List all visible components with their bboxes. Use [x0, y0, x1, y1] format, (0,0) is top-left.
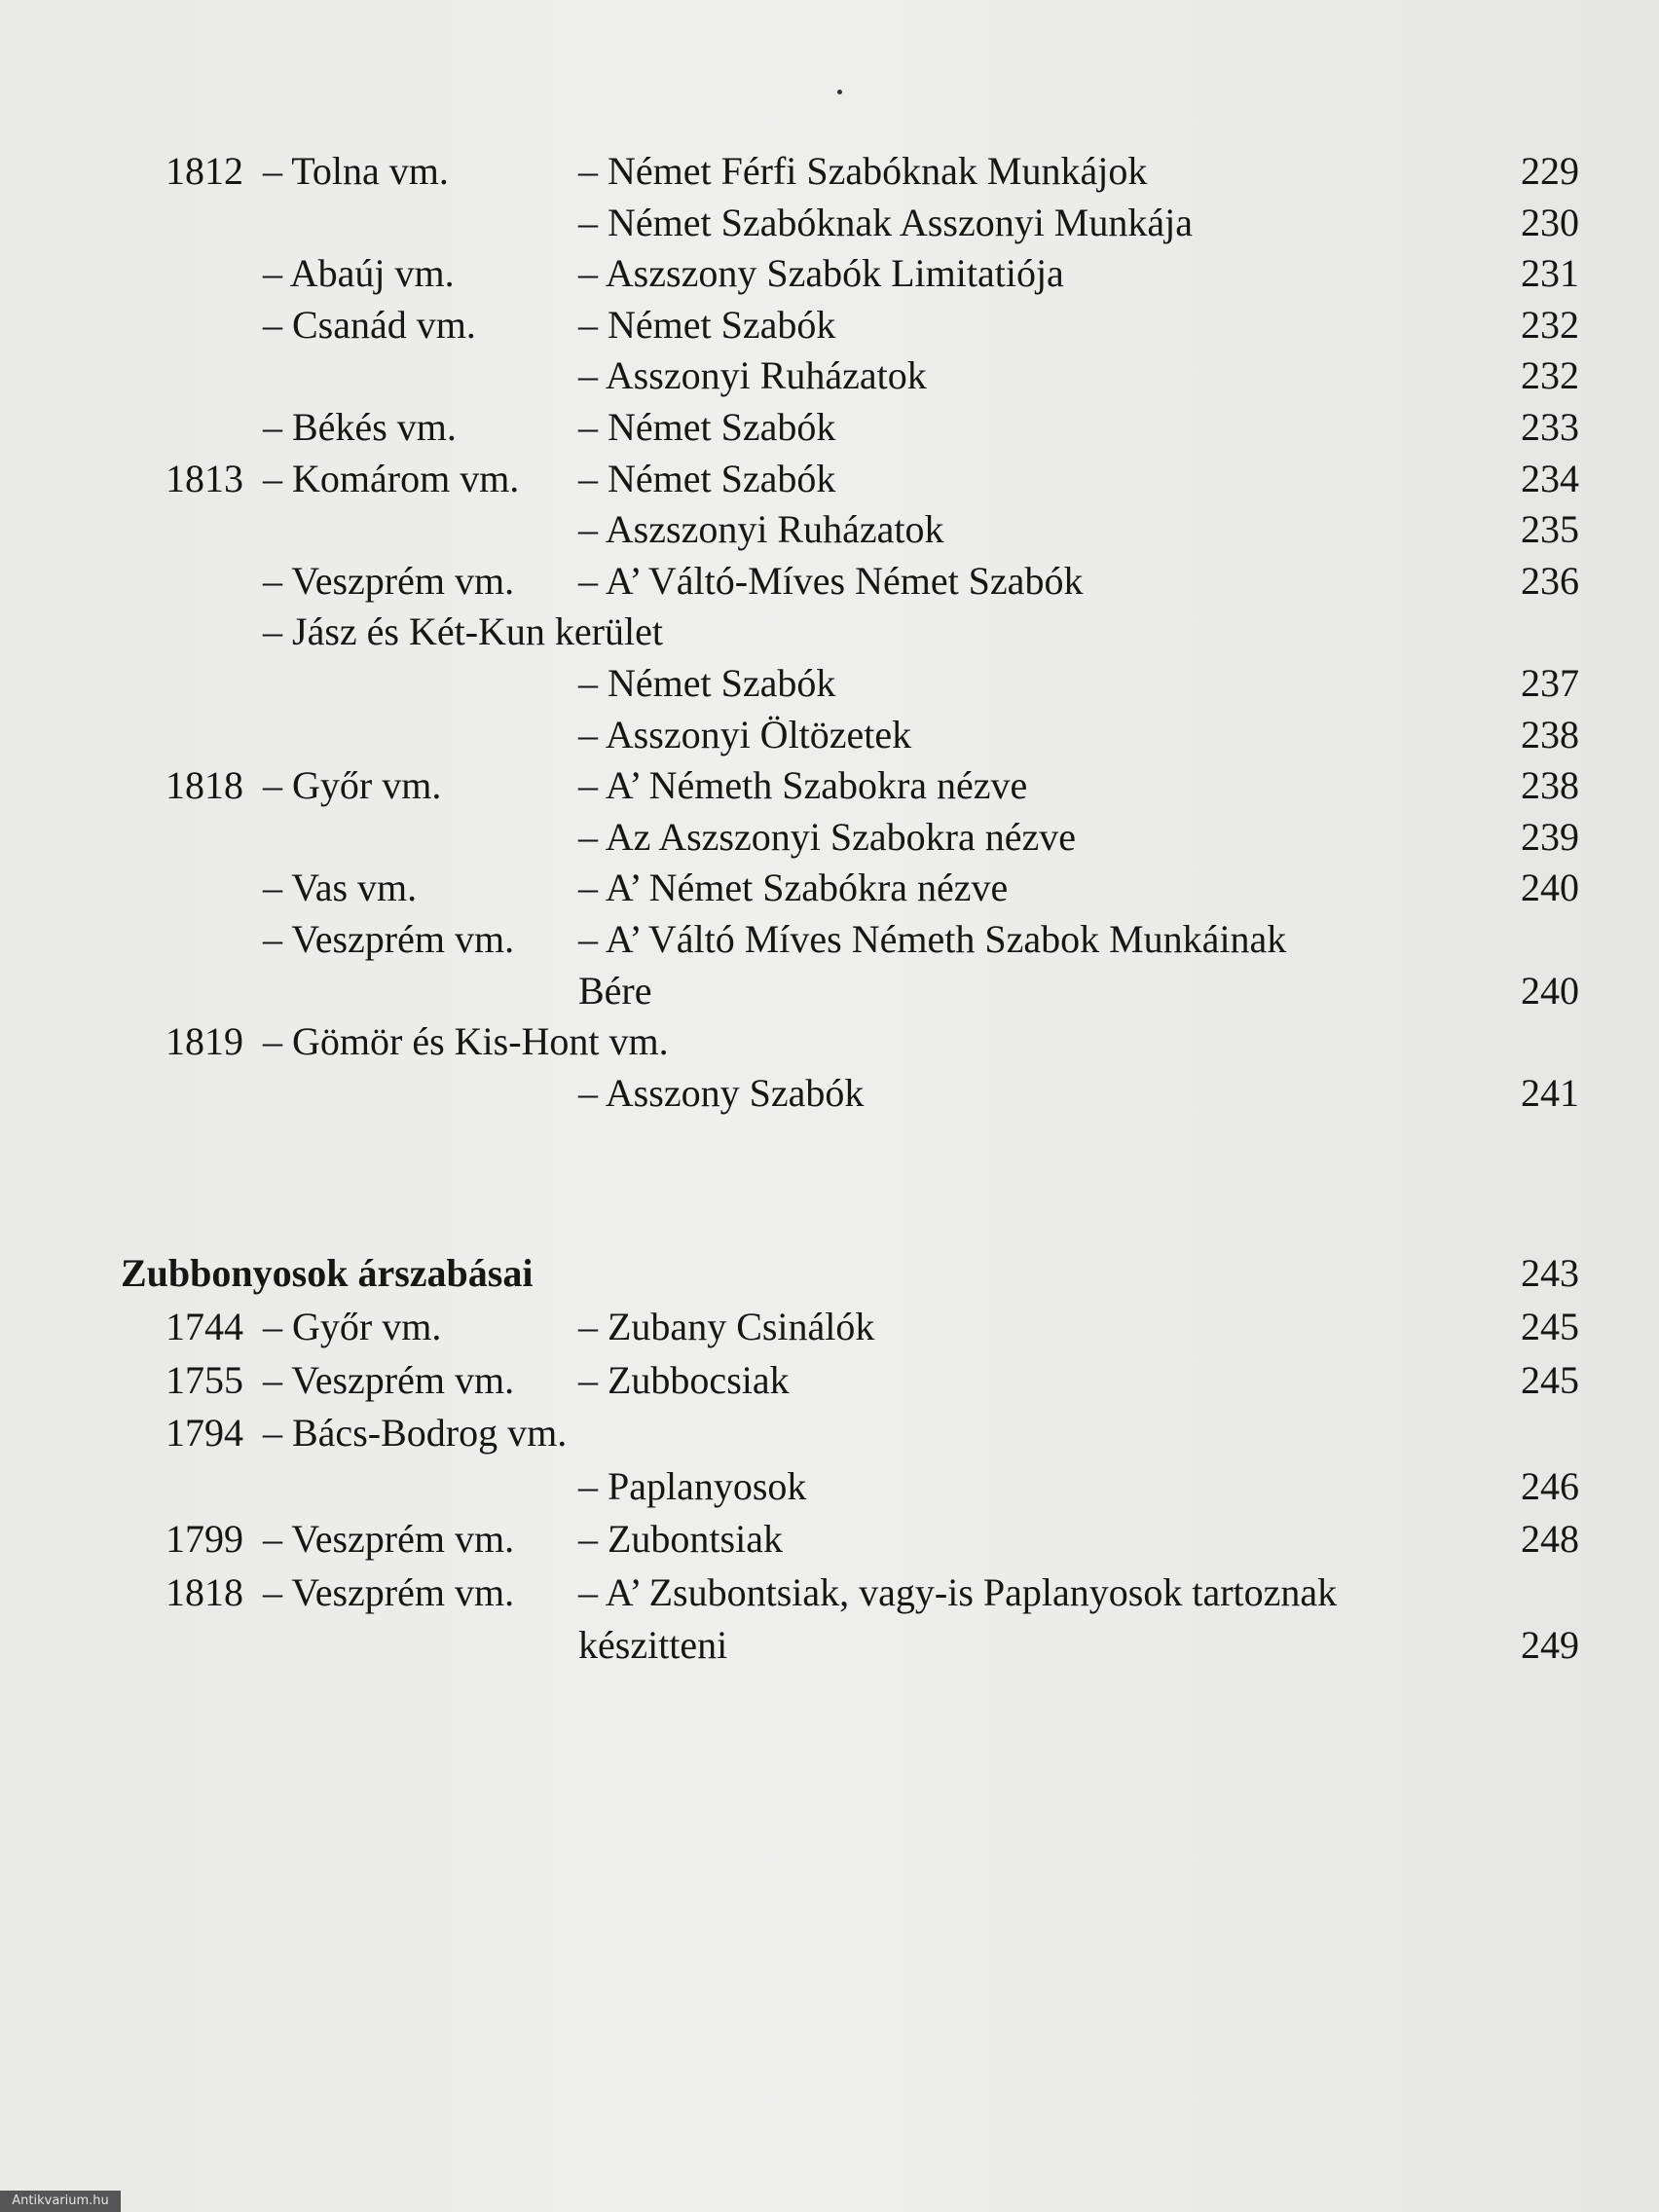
- entry-page: 249: [1521, 1623, 1579, 1667]
- entry-page: 234: [1521, 456, 1579, 500]
- entry-year: 1819: [166, 1019, 243, 1064]
- entry-title-text: – Német Szabóknak Asszonyi Munkája: [578, 200, 1193, 244]
- entry-page: 231: [1521, 251, 1579, 296]
- entry-title-text: – Aszszony Szabók Limitatiója: [578, 251, 1064, 296]
- entry-title-text: – Német Szabók: [578, 661, 836, 705]
- section-heading: [0, 1248, 1659, 1299]
- toc-entry: [0, 504, 1659, 555]
- section-page: 243: [1521, 1251, 1579, 1295]
- toc-entry: [0, 760, 1659, 811]
- entry-county: – Békés vm.: [263, 405, 457, 449]
- entry-year: 1794: [166, 1411, 243, 1455]
- entry-page: 237: [1521, 661, 1579, 705]
- toc-entry: [0, 710, 1659, 760]
- entry-year: 1744: [166, 1305, 243, 1348]
- entry-page: 240: [1521, 866, 1579, 910]
- entry-year: 1813: [166, 456, 243, 500]
- entry-page: 233: [1521, 405, 1579, 449]
- entry-title-text: – A’ Váltó-Míves Német Szabók: [578, 558, 1084, 603]
- entry-page: 238: [1521, 763, 1579, 808]
- toc-entry: [0, 300, 1659, 350]
- entry-title-text: – Paplanyosok: [578, 1463, 807, 1508]
- entry-page: 229: [1521, 149, 1579, 193]
- entry-county: – Győr vm.: [263, 1305, 442, 1348]
- section-title-text: Zubbonyosok árszabásai: [121, 1251, 534, 1295]
- entry-title-text: – Zubany Csinálók: [578, 1305, 875, 1348]
- toc-entry: [0, 402, 1659, 453]
- entry-county: – Veszprém vm.: [263, 1517, 515, 1561]
- entry-county: – Veszprém vm.: [263, 1357, 515, 1402]
- entry-title-text: – Zubontsiak: [578, 1517, 783, 1561]
- entry-page: 232: [1521, 302, 1579, 347]
- entry-county: – Abaúj vm.: [263, 251, 455, 296]
- section-title: [121, 1248, 1575, 1299]
- entry-title-text: – Asszonyi Öltözetek: [578, 712, 912, 756]
- watermark: Antikvarium.hu: [0, 2191, 121, 2212]
- entry-county: – Komárom vm.: [263, 456, 520, 500]
- entry-county: – Veszprém vm.: [263, 917, 515, 961]
- entry-title-text: – A’ Németh Szabokra nézve: [578, 763, 1028, 808]
- toc-entry: [0, 914, 1659, 965]
- entry-title-text: – Az Aszszonyi Szabokra nézve: [578, 814, 1076, 859]
- toc-entry: [0, 248, 1659, 299]
- toc-entry: [0, 863, 1659, 913]
- entry-county: – Veszprém vm.: [263, 1569, 515, 1614]
- toc-entry: [0, 1461, 1659, 1512]
- entry-page: 248: [1521, 1517, 1579, 1561]
- toc-entry: [0, 1355, 1659, 1406]
- entry-county: – Veszprém vm.: [263, 558, 515, 603]
- toc-entry: [0, 1620, 1659, 1671]
- entry-page: 232: [1521, 353, 1579, 398]
- entry-county: – Jász és Két-Kun kerület: [263, 609, 663, 654]
- entry-year: 1755: [166, 1357, 243, 1402]
- toc-entry: [0, 146, 1659, 197]
- entry-title-text: – Német Szabók: [578, 405, 836, 449]
- entry-title-text: – Asszony Szabók: [578, 1070, 865, 1115]
- toc-entry: [0, 1514, 1659, 1565]
- entry-county: – Gömör és Kis-Hont vm.: [263, 1019, 669, 1064]
- entry-page: 239: [1521, 814, 1579, 859]
- toc-entry: [0, 198, 1659, 248]
- entry-title-text: – A’ Zsubontsiak, vagy-is Paplanyosok tartoznak: [578, 1569, 1338, 1614]
- toc-entry: [0, 1068, 1659, 1119]
- toc-entry: [0, 556, 1659, 607]
- entry-title-text: készitteni: [578, 1623, 728, 1667]
- entry-page: 238: [1521, 712, 1579, 756]
- entry-page: 245: [1521, 1305, 1579, 1348]
- entry-title-text: – Aszszonyi Ruházatok: [578, 507, 944, 552]
- entry-page: 240: [1521, 968, 1579, 1013]
- entry-title-text: – Német Szabók: [578, 456, 836, 500]
- entry-title-text: Bére: [578, 968, 652, 1013]
- entry-title-text: – Zubbocsiak: [578, 1357, 790, 1402]
- entry-year: 1818: [166, 763, 243, 808]
- entry-page: 236: [1521, 558, 1579, 603]
- entry-page: 235: [1521, 507, 1579, 552]
- entry-page: 245: [1521, 1357, 1579, 1402]
- entry-title-text: – A’ Német Szabókra nézve: [578, 866, 1009, 910]
- toc-entry: [0, 812, 1659, 863]
- entry-county: – Tolna vm.: [263, 149, 449, 193]
- entry-title-text: – Német Férfi Szabóknak Munkájok: [578, 149, 1148, 193]
- entry-title-text: – Asszonyi Ruházatok: [578, 353, 927, 398]
- toc-entry: [0, 1567, 1659, 1618]
- entry-county: – Vas vm.: [263, 866, 418, 910]
- entry-page: 246: [1521, 1463, 1579, 1508]
- toc-entry: [0, 1302, 1659, 1352]
- toc-entry: [0, 607, 1659, 657]
- entry-year: 1799: [166, 1517, 243, 1561]
- toc-entry: [0, 350, 1659, 401]
- entry-year: 1818: [166, 1569, 243, 1614]
- toc-entry: [0, 1016, 1659, 1067]
- entry-county: – Győr vm.: [263, 763, 442, 808]
- entry-county: – Csanád vm.: [263, 302, 476, 347]
- toc-entry: [0, 1408, 1659, 1458]
- toc-entry: [0, 454, 1659, 504]
- entry-page: 241: [1521, 1070, 1579, 1115]
- page-mark: [837, 90, 842, 94]
- entry-title-text: – A’ Váltó Míves Németh Szabok Munkáinak: [578, 917, 1287, 961]
- toc-entry: [0, 966, 1659, 1016]
- entry-page: 230: [1521, 200, 1579, 244]
- entry-title-text: – Német Szabók: [578, 302, 836, 347]
- entry-year: 1812: [166, 149, 243, 193]
- toc-entry: [0, 658, 1659, 709]
- entry-county: – Bács-Bodrog vm.: [263, 1411, 568, 1455]
